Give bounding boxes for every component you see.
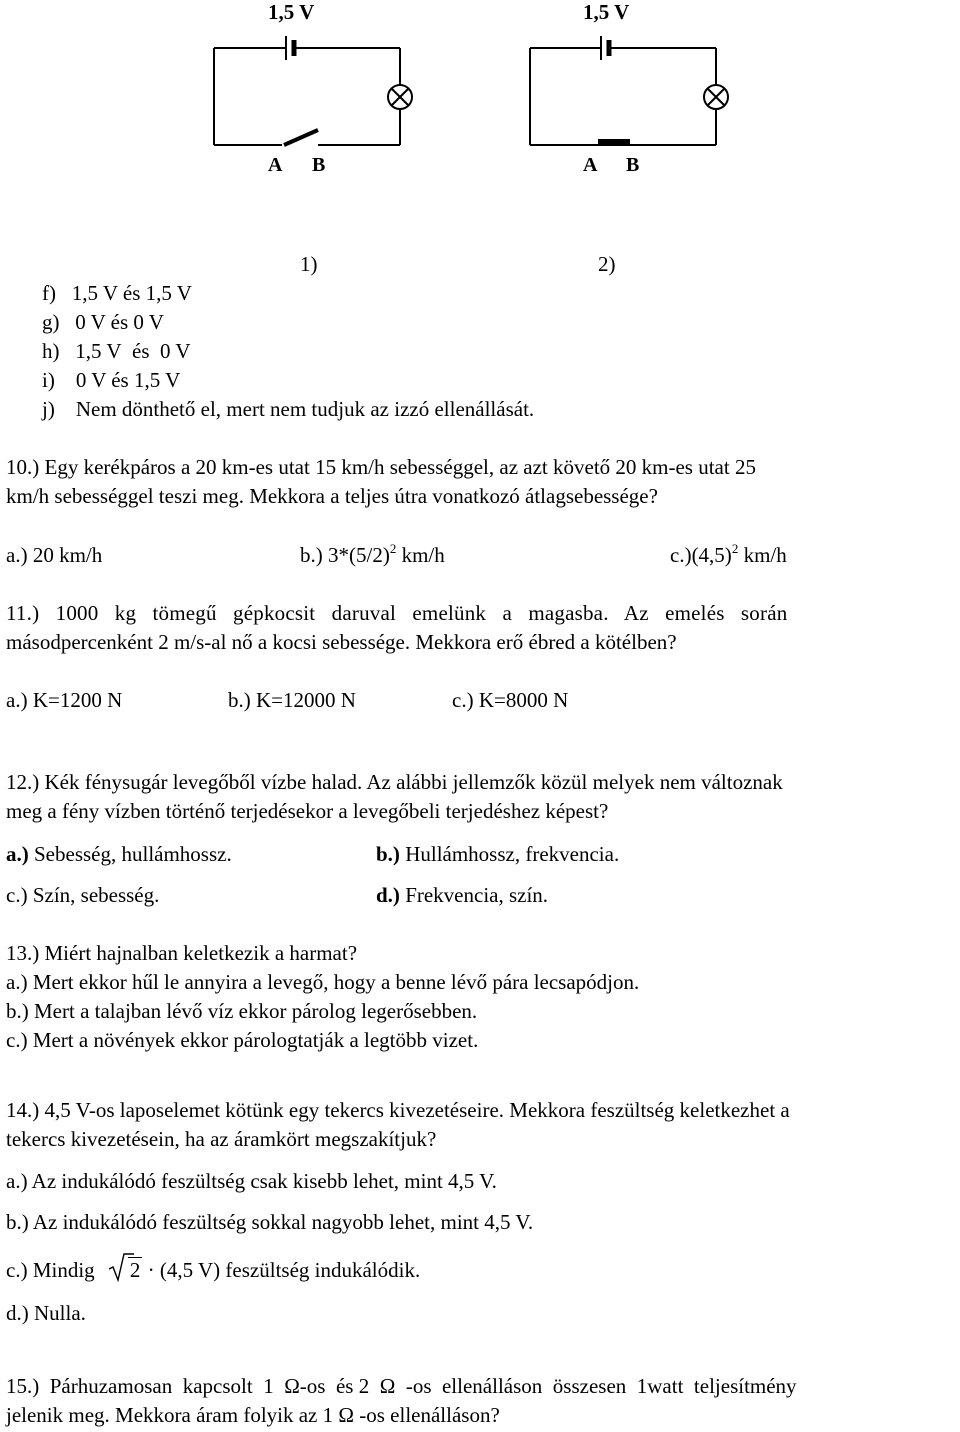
radical-sign-icon: [108, 1252, 134, 1282]
q10-answer-b: b.) $3*(5/2)^2$ km/h: [300, 541, 445, 567]
q11-answer-b: b.) K=12000 N: [228, 688, 356, 712]
q15-text-line2: jelenik meg. Mekkora áram folyik az 1 Ω -os ellenálláson?: [6, 1403, 500, 1427]
q12-answer-d: d.) Frekvencia, szín.: [376, 883, 549, 907]
circuit-1: [214, 36, 412, 145]
q12-text-line1: 12.) Kék fénysugár levegőből vízbe halad. Az alábbi jellemzők közül melyek nem változnak: [6, 770, 783, 794]
q14-text-line2: tekercs kivezetésein, ha az áramkört megszakítjuk?: [6, 1127, 437, 1151]
q15-text-line1: 15.) Párhuzamosan kapcsolt 1 Ω-os és 2 Ω -os ellenálláson összesen 1watt teljesítmény: [6, 1374, 797, 1398]
circuit-1-label-a: A: [268, 154, 283, 176]
q10-text-line1: 10.) Egy kerékpáros a 20 km-es utat 15 km/h sebességgel, az azt követő 20 km-es utat 25: [6, 455, 756, 479]
circuit-2-number: 2): [598, 252, 616, 276]
q11-answer-c: c.) K=8000 N: [452, 688, 569, 712]
q14-answer-b: b.) Az indukálódó feszültség sokkal nagyobb lehet, mint 4,5 V.: [6, 1210, 534, 1234]
q13-answer-a: a.) Mert ekkor hűl le annyira a levegő, hogy a benne lévő pára lecsapódjon.: [6, 970, 640, 994]
circuit-1-number: 1): [300, 252, 318, 276]
underdot-number: 2: [358, 1374, 370, 1398]
q14-answer-a: a.) Az indukálódó feszültség csak kisebb lehet, mint 4,5 V.: [6, 1169, 497, 1193]
q13-answer-c: c.) Mert a növények ekkor párologtatják a legtöbb vizet.: [6, 1028, 479, 1052]
underdot-number: 1: [322, 1403, 334, 1427]
q9-option-h: h) 1,5 V és 0 V: [42, 339, 191, 363]
q9-option-i: i) 0 V és 1,5 V: [42, 368, 181, 392]
circuit-1-label-b: B: [312, 154, 326, 176]
sqrt-symbol: 2: [114, 1258, 143, 1283]
circuit-2-label-a: A: [583, 154, 598, 176]
q12-answer-c: c.) Szín, sebesség.: [6, 883, 160, 907]
q10-answer-a: a.) 20 km/h: [6, 543, 103, 567]
q12-answer-b: b.) Hullámhossz, frekvencia.: [376, 842, 620, 866]
q14-text-line1: 14.) 4,5 V-os laposelemet kötünk egy tekercs kivezetéseire. Mekkora feszültség keletkezhet a: [6, 1098, 790, 1122]
q9-option-f: f) 1,5 V és 1,5 V: [42, 281, 192, 305]
q11-answer-a: a.) K=1200 N: [6, 688, 123, 712]
q14-answer-c: c.) Mindig 2 · (4,5 V) feszültség indukálódik.: [6, 1258, 420, 1283]
q11-text-line2: másodpercenként 2 m/s-al nő a kocsi sebessége. Mekkora erő ébred a kötélben?: [6, 630, 677, 654]
q9-option-g: g) 0 V és 0 V: [42, 310, 164, 334]
q13-text-line1: 13.) Miért hajnalban keletkezik a harmat?: [6, 941, 358, 965]
circuit-2-voltage: 1,5 V: [583, 0, 630, 24]
q12-answer-a: a.) Sebesség, hullámhossz.: [6, 842, 232, 866]
q11-text-line1: 11.) 1000 kg tömegű gépkocsit daruval emelünk a magasba. Az emelés során: [6, 601, 788, 625]
q12-text-line2: meg a fény vízben történő terjedésekor a levegőbeli terjedéshez képest?: [6, 799, 609, 823]
q14-answer-d: d.) Nulla.: [6, 1301, 86, 1325]
q10-text-line2: km/h sebességgel teszi meg. Mekkora a teljes útra vonatkozó átlagsebessége?: [6, 484, 658, 508]
circuit-2-label-b: B: [626, 154, 640, 176]
q10-answer-c: $c.)(4,5)^2$ km/h: [670, 541, 787, 567]
circuit-1-voltage: 1,5 V: [268, 0, 315, 24]
q9-option-j: j) Nem dönthető el, mert nem tudjuk az izzó ellenállását.: [42, 397, 535, 421]
open-switch: [284, 130, 318, 145]
circuit-2: [530, 36, 728, 145]
circuit-diagrams: [0, 0, 960, 250]
q13-answer-b: b.) Mert a talajban lévő víz ekkor párolog legerősebben.: [6, 999, 478, 1023]
